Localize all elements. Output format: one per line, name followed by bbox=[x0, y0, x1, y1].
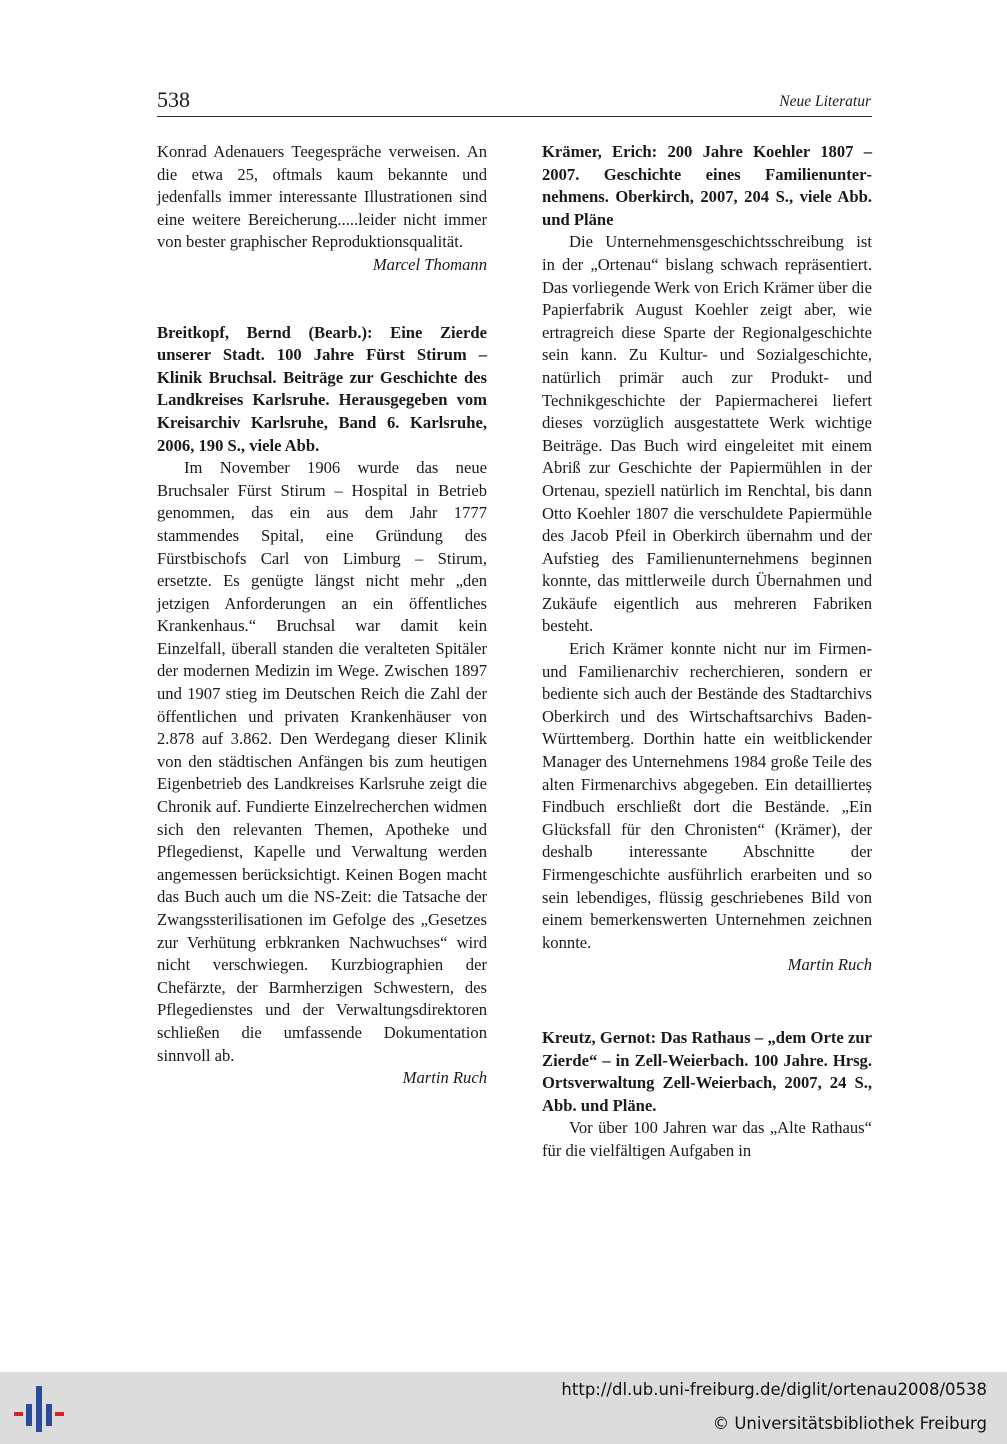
running-head: Neue Literatur bbox=[779, 93, 871, 110]
continuation-paragraph: Konrad Adenauers Teegespräche verweisen. An die etwa 25, oftmals kaum bekannte und jedenfalls immer interessante Illustrationen sind eine weitere Bereicherung.....leider nicht immer von bester graphischer Reproduktionsqualität. bbox=[157, 142, 487, 252]
review-title-kraemer: Krämer, Erich: 200 Jahre Koehler 1807 – 2007. Geschichte eines Familienunternehmens. Oberkirch, 2007, 204 S., viele Abb. und Pläne bbox=[542, 142, 872, 229]
review-paragraph-kraemer-2: Erich Krämer konnte nicht nur im Firmen- und Familienarchiv recherchieren, sondern er bediente sich auch der Bestände des Stadtarchivs Oberkirch und des Wirtschaftsarchivs Baden-Württemberg. Dorthin hatte ein weitblickender Manager des Unternehmens 1984 große Teile des alten Firmenarchivs abgegeben. Ein detaillierteș Findbuch erschließt dort die Bestände. „Ein Glücksfall für den Chronisten“ (Krämer), der deshalb interessante Abschnitte der Firmengeschichte ausführlich erarbeiten und so sein lebendiges, flüssig geschriebenes Bild von einem bemerkenswerten Unternehmen zeichnen konnte. bbox=[542, 639, 872, 952]
left-column bbox=[157, 141, 487, 1090]
section-spacer bbox=[542, 977, 872, 1027]
review-signature-kraemer: Martin Ruch bbox=[787, 955, 872, 975]
page-number: 538 bbox=[157, 87, 190, 112]
footer-copyright: © Universitätsbibliothek Freiburg bbox=[712, 1414, 987, 1433]
review-body-breitkopf: Im November 1906 wurde das neue Bruchsaler Fürst Stirum – Hospital in Betrieb genommen, das ein aus dem Jahr 1777 stammendes Spital, eine Gründung des Fürstbischofs Carl von Limburg – Stirum, ersetzte. Es genügte längst nicht mehr „den jetzigen Anforderungen an ein öffentliches Krankenhaus.“ Bruchsal war damit kein Einzelfall, überall standen die veralteten Spitäler der modernen Medizin im Wege. Zwischen 1897 und 1907 stieg im Deutschen Reich die Zahl der öffentlichen und privaten Krankenhäuser von 2.878 auf 3.862. Den Werdegang dieser Klinik von den städtischen Anfängen bis zum heutigen Eigenbetrieb des Landkreises Karlsruhe zeigt die Chronik auf. Fundierte Einzelrecherchen widmen sich den relevanten Themen, Apotheke und Pflegedienst, Kapelle und Verwaltung werden angemessen berücksichtigt. Keinen Bogen macht das Buch auch um die NS-Zeit: die Tatsache der Zwangssterilisationen im Gefolge des „Gesetzes zur Verhütung erbkranken Nachwuchses“ wird nicht verschwiegen. Kurzbiographien der Chefärzte, der Barmherzigen Schwestern, des Pflegedienstes und der Verwaltungsdirektoren schließen die umfassende Dokumentation sinnvoll ab. bbox=[157, 458, 487, 1065]
review-signature-breitkopf: Martin Ruch bbox=[402, 1068, 487, 1088]
footer-bar bbox=[0, 1372, 1007, 1444]
footer-url-link[interactable]: http://dl.ub.uni-freiburg.de/diglit/ortenau2008/0538 bbox=[561, 1380, 987, 1399]
review-title-kreutz: Kreutz, Gernot: Das Rathaus – „dem Orte zur Zierde“ – in Zell-Weierbach. 100 Jahre. Hrsg. Ortsverwaltung Zell-Weierbach, 2007, 24 S., Abb. und Pläne. bbox=[542, 1027, 872, 1115]
right-column bbox=[542, 141, 872, 1163]
library-logo-icon bbox=[14, 1384, 64, 1434]
review-title-breitkopf: Breitkopf, Bernd (Bearb.): Eine Zierde unserer Stadt. 100 Jahre Fürst Stirum – Klinik Bruchsal. Beiträge zur Geschichte des Landkreises Karlsruhe. Herausgegeben vom Kreisarchiv Karlsruhe, Band 6. Karlsruhe, 2006, 190 S., viele Abb. bbox=[157, 322, 487, 455]
header-rule bbox=[157, 116, 872, 117]
review-paragraph-kraemer-1: Die Unternehmensgeschichtsschreibung ist in der „Ortenau“ bislang schwach repräsentiert. Das vorliegende Werk von Erich Krämer über die Papierfabrik August Koehler zeigt aber, wie ertragreich diese Sparte der Regionalgeschichte sein kann. Zu Kultur- und Sozialgeschichte, natürlich primär auch zur Produkt- und Technikgeschichte der Papiermacherei liefert dieses vorzüglich ausgestattete Werk wichtige Beiträge. Das Buch wird eingeleitet mit einem Abriß zur Geschichte der Papiermühlen in der Ortenau, speziell natürlich im Renchtal, bis dann Otto Koehler 1807 die verschuldete Papiermühle des Jacob Pfeil in Oberkirch übernahm und der Aufstieg des Familienunternehmens beginnen konnte, das mittlerweile durch Übernahmen und Zukäufe eigentlich aus mehreren Fabriken besteht. bbox=[542, 232, 872, 636]
review-body-kreutz: Vor über 100 Jahren war das „Alte Rathaus“ für die vielfältigen Aufgaben in bbox=[542, 1118, 872, 1160]
continuation-signature: Marcel Thomann bbox=[372, 254, 487, 274]
section-spacer bbox=[157, 277, 487, 322]
